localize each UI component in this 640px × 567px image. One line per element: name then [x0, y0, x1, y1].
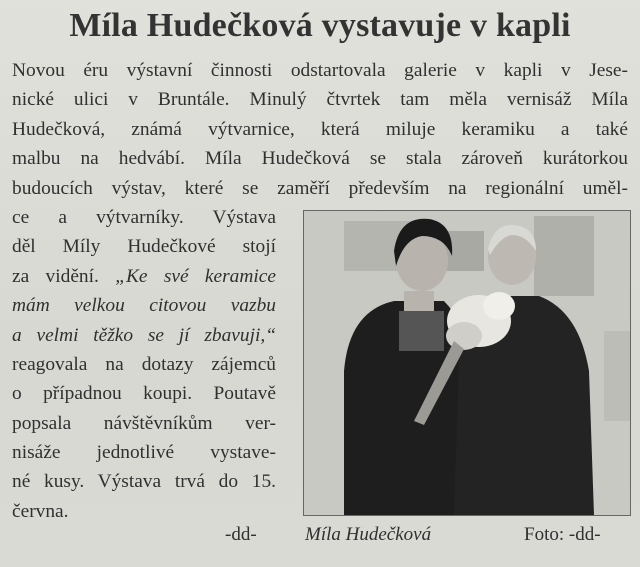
photo-caption: Míla Hudečková — [305, 524, 432, 545]
article-line: Hudečková, známá výtvarnice, která miluje keramiku a také — [12, 118, 628, 140]
quote-line: mám velkou citovou vazbu — [12, 295, 276, 317]
article-photo — [303, 210, 631, 516]
woman-blouse — [399, 311, 444, 351]
article-line: nické ulici v Bruntále. Minulý čtvrtek tam měla vernisáž Míla — [12, 89, 628, 111]
article-line: reagovala na dotazy zájemců — [12, 353, 276, 375]
article-line: malbu na hedvábí. Míla Hudečková se stala zároveň kurátorkou — [12, 148, 628, 170]
article-line: popsala návštěvníkům ver- — [12, 412, 276, 434]
photo-caption-row — [0, 520, 640, 550]
article-line: né kusy. Výstava trvá do 15. — [12, 471, 276, 493]
article-line-part: za vidění. — [12, 265, 99, 287]
article-line: budoucích výstav, které se zaměří především na regionální uměl- — [12, 177, 628, 199]
article-line: Novou éru výstavní činnosti odstartovala galerie v kapli v Jese- — [12, 60, 628, 81]
article-line: nisáže jednotlivé vystave- — [12, 442, 276, 464]
wall-artwork — [534, 216, 594, 296]
article-line: června. — [12, 500, 69, 522]
article-line: ce a výtvarníky. Výstava — [12, 206, 276, 228]
photo-illustration — [304, 211, 630, 515]
article-line: o případnou koupi. Poutavě — [12, 383, 276, 405]
quote-start: „Ke své keramice — [115, 265, 276, 287]
photo-credit: Foto: -dd- — [524, 524, 601, 545]
article-line — [12, 262, 276, 291]
wall-artwork — [604, 331, 630, 421]
article-line: děl Míly Hudečkové stojí — [12, 236, 276, 258]
quote-line: a velmi těžko se jí zbavuji,“ — [12, 324, 276, 346]
article-title: Míla Hudečková vystavuje v kapli — [69, 7, 571, 44]
author-signature: -dd- — [225, 524, 257, 545]
